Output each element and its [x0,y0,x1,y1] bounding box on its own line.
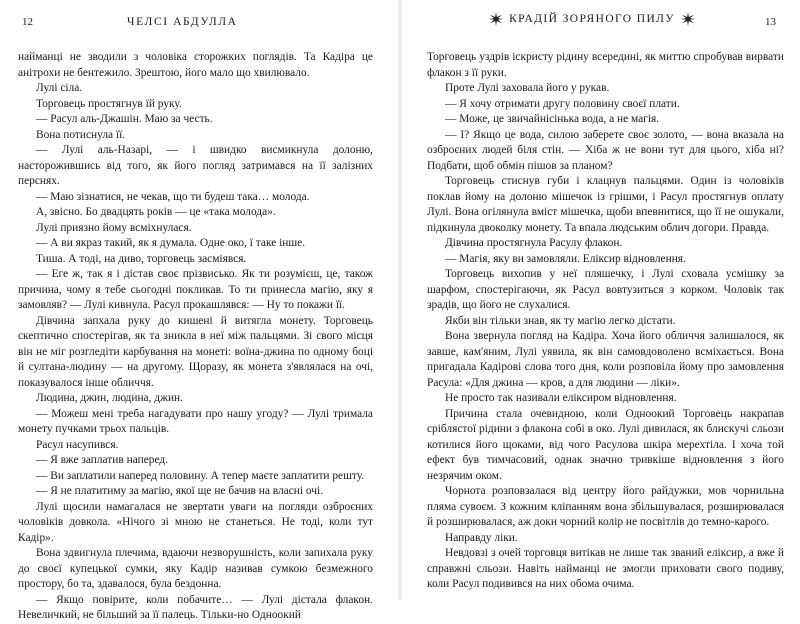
paragraph: найманці не зводили з чоловіка сторожких поглядів. Та Кадіра це анітрохи не бентежило. Зрештою, його мало що хвилювало. [18,51,373,79]
paragraph: — Лулі аль-Назарі, — і швидко висмикнула долоню, насторожившись від того, як його погляд затримався на її залізних перснях. [18,144,373,187]
paragraph: Людина, джин, людина, джин. [36,392,184,404]
left-page-text [18,50,373,624]
left-page [0,0,400,621]
paragraph: Вона здвигнула плечима, вдаючи незворушність, коли запихала руку до своєї купецької сумки, яку Кадір називав сумкою безмежного простору, бо та, здавалося, була бездонна. [18,547,373,590]
paragraph: Тиша. А тоді, на диво, торговець засміявся. [36,252,247,265]
paragraph: Лулі приязно йому всміхнулася. [36,221,192,234]
paragraph: — Еге ж, так я і дістав своє прізвисько. Як ти розумієш, це, також причина, чому я тебе сьогодні покликав. То ти принесла магію, яку я замовляв? — Лулі кивнула. Расул прокашлявся: — Ну то покажи її. [18,268,373,311]
right-page [400,0,800,600]
paragraph: Дівчина запхала руку до кишені й витягла монету. Торговець скептично спостерігав, як та зникла в неї між пальцями. Зі свого місця він не міг розгледіти карбування на монеті: воїна-джина по одному боці й султана-людину — на другому. Щоразу, як монета з'являлася на очі, показувалося інше обличчя. [18,314,373,389]
paragraph: Торговець стиснув губи і клацнув пальцями. Один із чоловіків поклав йому на долоню мішечок із грішми, і Расул простягнув оплату Лулі. Вона огілянула вміст мішечка, щоби впевнитися, що її не ошукали, підкинула двоколку монету. Та впала людським облич догори. Правда. [427,175,784,234]
running-head-title-block [432,12,752,26]
star-icon [489,12,503,26]
paragraph: — Расул аль-Джашін. Маю за честь. [36,113,213,125]
paragraph: Причина стала очевидною, коли Одноокий Торговець накрапав сріблястої рідини з флакона собі в око. Лулі дивилася, як блискучі сльози котилися його щоками, від чого Расулова шкіра мерехтіла. І хоча той ефект був тимчасовий, однак значно тривкіше відновлення з його незрячим оком. [427,407,784,482]
paragraph: — Якщо повірите, коли побачите… — Лулі дістала флакон. Невеличкий, не більший за її палець. Тільки-но Одноокий [18,593,373,621]
page-number-right: 13 [765,16,776,28]
paragraph: Направду ліки. [445,531,518,544]
paragraph: — І? Якщо це вода, силою заберете своє золото, — вона вказала на озброєних людей біля стін. — Хіба ж не вони тут для цього, хіба ні? Подбати, щоб обмін пішов за планом? [427,128,784,172]
paragraph: — Магія, яку ви замовляли. Еліксир відновлення. [445,252,686,265]
right-page-text [427,50,784,593]
paragraph: Дівчина простягнула Расулу флакон. [445,237,623,249]
paragraph: — Може, це звичайнісінька вода, а не магія. [445,113,660,125]
paragraph: Чорнота розповзалася від центру його райдужки, мов чорнильна пляма сувоєм. З кожним кліпанням вона збільшувалася, розширювалася й розширювалася, аж доки чорний колір не посвітлів до темно-карого. [427,485,784,528]
paragraph: — Я вже заплатив наперед. [36,454,168,466]
paragraph: — А ви якраз такий, як я думала. Одне око, ї таке інше. [36,237,306,249]
paragraph: — Я хочу отримати другу половину своєї плати. [445,97,680,110]
paragraph: Якби він тільки знав, як ту магію легко дістати. [445,314,676,327]
paragraph: — Я не платитиму за магію, якої ще не бачив на власні очі. [36,485,324,497]
paragraph: Торговець вихопив у неї пляшечку, і Лулі сховала усмішку за шарфом, спостерігаючи, як Расул вовтузиться з корком. Чоловік так зрадів, що його не слухалися. [427,268,784,311]
running-head-title: КРАДІЙ ЗОРЯНОГО ПИЛУ [509,13,675,25]
paragraph: Торговець уздрів іскристу рідину всередині, як миттю спробував вирвати флакон з її руки. [427,51,784,79]
paragraph: Лулі щосили намагалася не звертати уваги на погляди озброєних чоловіків довкола. «Нічого зі мною не станеться. Не тоді, коли тут Кадір». [18,500,373,544]
running-head-author: ЧЕЛСІ АБДУЛЛА [127,16,238,28]
paragraph: Вона потиснула її. [36,128,126,141]
paragraph: Проте Лулі заховала його у рукав. [445,82,610,94]
page-number-left: 12 [22,16,33,28]
star-icon [681,12,695,26]
paragraph: — Можеш мені треба нагадувати про нашу угоду? — Лулі тримала монету пучками трьох пальців. [18,407,373,435]
paragraph: Невдовзі з очей торговця витікав не лише так званий еліксир, а вже й справжні сльози. Навіть найманці не змогли приховати свого подиву, коли Расул подивився на них обома очима. [427,547,784,590]
paragraph: А, звісно. Бо двадцять років — це «така молода». [36,206,276,218]
paragraph: Не просто так називали еліксиром відновлення. [445,392,677,404]
paragraph: Расул насупився. [36,438,119,451]
paragraph: — Ви заплатили наперед половину. А тепер маєте заплатити решту. [36,469,365,482]
paragraph: Вона звернула погляд на Кадіра. Хоча його обличчя залишалося, як завше, кам'яним, Лулі уявила, як він самовдоволено всміхається. Вона пригадала Кадірові слова того дня, коли розповіла йому про замовлення Расула: «Для джина — кров, а для людини — ліки». [427,330,784,389]
paragraph: Торговець простягнув їй руку. [36,97,182,110]
paragraph: — Маю зізнатися, не чекав, що ти будеш така… молода. [36,190,310,203]
paragraph: Лулі сіла. [36,82,83,94]
